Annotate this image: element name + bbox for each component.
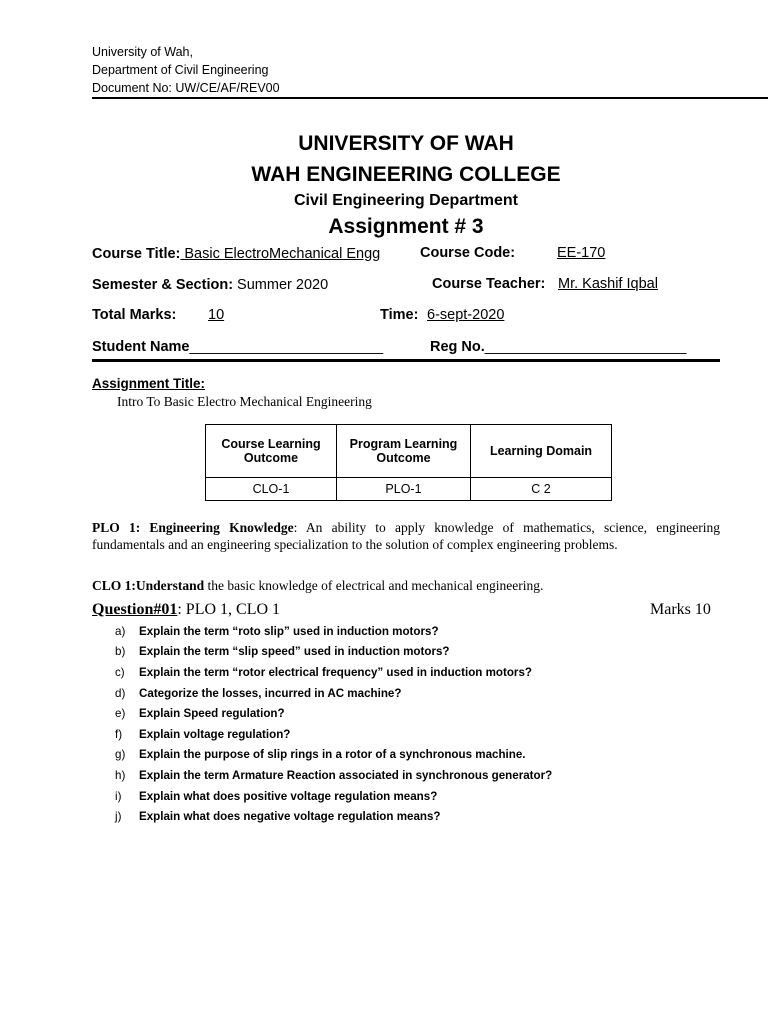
question-list: [92, 621, 732, 827]
time-value: 6-sept-2020: [427, 307, 505, 323]
doc-header-university: University of Wah,: [92, 45, 193, 59]
list-item: [92, 642, 732, 663]
total-marks-value: 10: [208, 307, 225, 323]
department-title: Civil Engineering Department: [293, 192, 519, 209]
plo-label: PLO 1: Engineering Knowledge: [92, 520, 294, 535]
clo-text: the basic knowledge of electrical and mechanical engineering.: [204, 578, 544, 593]
course-teacher-label: Course Teacher:: [432, 276, 546, 292]
plo-colon: :: [293, 520, 298, 535]
college-title: WAH ENGINEERING COLLEGE: [251, 163, 561, 186]
list-item-marker: c): [115, 665, 125, 679]
outcome-table-cell-clo: CLO-1: [206, 478, 337, 501]
question-label: Question#01: [92, 601, 178, 618]
list-item-text: Explain the purpose of slip rings in a rotor of a synchronous machine.: [139, 748, 526, 762]
list-item-text: Explain what does positive voltage regulation means?: [139, 789, 438, 803]
list-item: [92, 745, 732, 766]
list-item-text: Explain the term Armature Reaction associated in synchronous generator?: [139, 768, 553, 782]
reg-no-field: [430, 339, 686, 355]
student-name-label: Student Name: [92, 339, 190, 355]
semester-field: [92, 276, 328, 294]
list-item-marker: a): [115, 624, 126, 638]
outcome-table-row: [206, 478, 612, 501]
list-item-marker: g): [115, 748, 126, 762]
semester-label: Semester & Section:: [92, 277, 234, 293]
student-name-blank: ________________________: [189, 339, 384, 355]
plo-paragraph: [92, 519, 720, 553]
course-teacher-value: Mr. Kashif Iqbal: [558, 276, 658, 292]
list-item: [92, 765, 732, 786]
course-title-label: Course Title:: [92, 246, 181, 262]
list-item-text: Explain what does negative voltage regulation means?: [139, 810, 441, 824]
list-item: [92, 621, 732, 642]
outcome-table-header-row: [206, 425, 612, 478]
list-item-marker: b): [115, 645, 126, 659]
question-heading: [92, 601, 280, 619]
course-code-label: Course Code:: [420, 245, 516, 261]
list-item: [92, 703, 732, 724]
list-item-marker: j): [115, 810, 122, 824]
reg-no-label: Reg No.: [430, 339, 485, 355]
student-name-field: [92, 339, 383, 355]
list-item-marker: h): [115, 768, 126, 782]
course-title-value: Basic ElectroMechanical Engg: [180, 246, 381, 262]
question-plo-clo: : PLO 1, CLO 1: [177, 601, 281, 618]
header-divider: [92, 97, 768, 99]
list-item-text: Explain the term “rotor electrical frequency” used in induction motors?: [139, 665, 532, 679]
reg-no-blank: _________________________: [484, 339, 687, 355]
list-item: [92, 724, 732, 745]
list-item-text: Explain voltage regulation?: [139, 727, 291, 741]
assignment-title-text: Intro To Basic Electro Mechanical Engineering: [117, 394, 372, 409]
list-item: [92, 786, 732, 807]
list-item-marker: i): [115, 789, 122, 803]
outcome-table-cell-domain: C 2: [471, 478, 612, 501]
list-item-marker: f): [115, 727, 123, 741]
total-marks-label: Total Marks:: [92, 307, 177, 323]
outcome-table-header-domain: Learning Domain: [471, 425, 612, 478]
list-item-text: Explain Speed regulation?: [139, 707, 285, 721]
list-item-text: Explain the term “slip speed” used in induction motors?: [139, 645, 450, 659]
assignment-title-heading: Assignment # 3: [328, 215, 484, 238]
list-item-text: Explain the term “roto slip” used in induction motors?: [139, 624, 439, 638]
list-item-text: Categorize the losses, incurred in AC machine?: [139, 686, 402, 700]
outcome-table-header-plo: Program Learning Outcome: [337, 425, 471, 478]
outcome-table-header-clo: Course Learning Outcome: [206, 425, 337, 478]
semester-value: Summer 2020: [233, 277, 329, 293]
assignment-title-label: Assignment Title:: [92, 376, 206, 391]
course-title-field: [92, 245, 380, 263]
course-code-value: EE-170: [557, 245, 606, 261]
list-item: [92, 683, 732, 704]
list-item-marker: e): [115, 707, 126, 721]
list-item: [92, 662, 732, 683]
time-label: Time:: [380, 307, 419, 323]
doc-header-document-no: Document No: UW/CE/AF/REV00: [92, 81, 280, 95]
outcome-table-cell-plo: PLO-1: [337, 478, 471, 501]
clo-paragraph: [92, 577, 720, 594]
question-marks: Marks 10: [650, 601, 711, 618]
fields-divider: [92, 359, 720, 362]
outcome-table: [205, 424, 612, 501]
doc-header-department: Department of Civil Engineering: [92, 63, 269, 77]
plo-text: An ability to apply knowledge of mathematics, science, engineering fundamentals and an engineering specialization to the solution of complex engineering problems.: [92, 520, 720, 552]
list-item-marker: d): [115, 686, 126, 700]
clo-label: CLO 1:Understand: [92, 578, 205, 593]
university-title: UNIVERSITY OF WAH: [298, 132, 514, 155]
list-item: [92, 806, 732, 827]
